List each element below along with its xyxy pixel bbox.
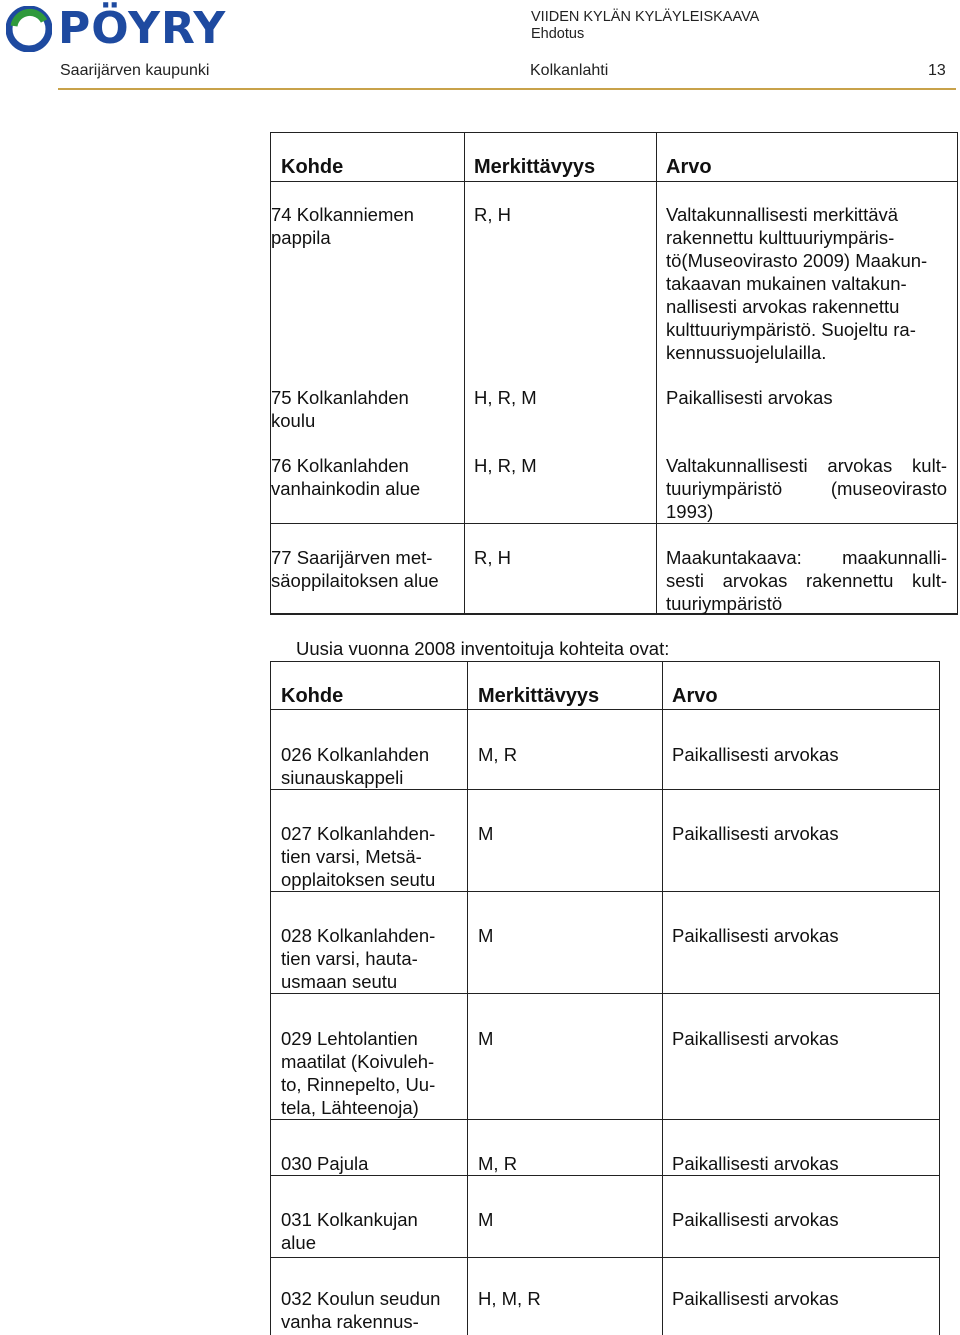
table-cell-merkittavyys: H, M, R — [478, 1288, 541, 1309]
table-cell-arvo: Paikallisesti arvokas — [672, 1209, 839, 1230]
cell-line: tien varsi, hauta- — [281, 948, 418, 969]
column-divider — [662, 662, 663, 1335]
row-divider — [271, 181, 957, 182]
cell-line: takaavan mukainen valtakun- — [666, 273, 907, 294]
cell-line: 032 Koulun seudun — [281, 1288, 441, 1309]
table2-header-kohde: Kohde — [281, 685, 344, 707]
cell-line: Maakuntakaava: maakunnalli- — [666, 547, 947, 568]
column-divider — [656, 133, 657, 614]
cell-line: pappila — [271, 227, 331, 248]
table-cell-arvo: Paikallisesti arvokas — [672, 925, 839, 946]
table-cell-merkittavyys: M — [478, 925, 494, 946]
row-divider — [271, 1175, 939, 1176]
document-title: VIIDEN KYLÄN KYLÄYLEISKAAVA — [531, 9, 760, 25]
header-area: Kolkanlahti — [530, 62, 609, 79]
cell-line: 1993) — [666, 501, 714, 522]
cell-line: kennussuojelulailla. — [666, 342, 827, 363]
table-cell-merkittavyys: M, R — [478, 1153, 518, 1174]
table-cell-merkittavyys: M — [478, 823, 494, 844]
poyry-logo-mark-icon — [6, 6, 52, 52]
cell-line: opplaitoksen seutu — [281, 869, 436, 890]
cell-line: vanha rakennus- — [281, 1311, 419, 1332]
table-cell-kohde — [281, 822, 435, 891]
table-cell-kohde — [281, 1152, 368, 1175]
row-divider — [271, 523, 957, 524]
table-cell-arvo — [666, 203, 927, 364]
cell-line: siunauskappeli — [281, 767, 404, 788]
table2-header-merkittavyys: Merkittävyys — [478, 685, 600, 707]
table-cell-kohde — [271, 203, 414, 249]
cell-line: sesti arvokas rakennettu kult- — [666, 570, 947, 591]
cell-line: 028 Kolkanlahden- — [281, 925, 436, 946]
cell-line: rakennettu kulttuuriympäris- — [666, 227, 895, 248]
cell-line: maatilat (Koivuleh- — [281, 1051, 435, 1072]
table-cell-arvo — [666, 546, 947, 615]
cell-line: usmaan seutu — [281, 971, 398, 992]
row-divider — [271, 789, 939, 790]
header-municipality: Saarijärven kaupunki — [60, 62, 210, 79]
cell-line: tuuriympäristö (museovirasto — [666, 478, 947, 499]
column-divider — [467, 662, 468, 1335]
document-subtitle: Ehdotus — [531, 26, 585, 42]
cell-line: tuuriympäristö — [666, 593, 783, 614]
cell-line: nallisesti arvokas rakennettu — [666, 296, 900, 317]
cell-line: 027 Kolkanlahden- — [281, 823, 436, 844]
table-cell-arvo: Paikallisesti arvokas — [672, 1288, 839, 1309]
cell-line: vanhainkodin alue — [271, 478, 421, 499]
cell-line: 029 Lehtolantien — [281, 1028, 418, 1049]
page-number: 13 — [928, 62, 946, 79]
table-cell-kohde — [271, 546, 439, 592]
table-cell-kohde — [271, 454, 420, 500]
table1-header-merkittavyys: Merkittävyys — [474, 156, 596, 178]
table-cell-kohde — [281, 1287, 440, 1333]
table-cell-arvo: Paikallisesti arvokas — [672, 1028, 839, 1049]
table-cell-arvo: Paikallisesti arvokas — [672, 744, 839, 765]
table1-header-arvo: Arvo — [666, 156, 712, 178]
cell-line: 031 Kolkankujan — [281, 1209, 418, 1230]
cell-line: Paikallisesti arvokas — [666, 387, 833, 408]
section-heading: Uusia vuonna 2008 inventoituja kohteita ovat: — [296, 638, 670, 659]
table-cell-kohde — [281, 1027, 435, 1119]
row-divider — [271, 993, 939, 994]
poyry-logo — [6, 3, 241, 54]
cell-line: 75 Kolkanlahden — [271, 387, 409, 408]
table-cell-arvo — [666, 386, 833, 409]
cell-line: tien varsi, Metsä- — [281, 846, 422, 867]
column-divider — [464, 133, 465, 614]
cell-line: to, Rinnepelto, Uu- — [281, 1074, 436, 1095]
cell-line: tö(Museovirasto 2009) Maakun- — [666, 250, 928, 271]
cell-line: 74 Kolkanniemen — [271, 204, 414, 225]
cell-line: Valtakunnallisesti arvokas kult- — [666, 455, 947, 476]
table-cell-arvo: Paikallisesti arvokas — [672, 823, 839, 844]
cell-line: Valtakunnallisesti merkittävä — [666, 204, 899, 225]
table-cell-kohde — [271, 386, 409, 432]
table-cell-merkittavyys: H, R, M — [474, 455, 537, 476]
cell-line: 030 Pajula — [281, 1153, 369, 1174]
cell-line: 76 Kolkanlahden — [271, 455, 409, 476]
table-cell-kohde — [281, 743, 429, 789]
row-divider — [271, 709, 939, 710]
cell-line: alue — [281, 1232, 316, 1253]
table-cell-merkittavyys: M — [478, 1209, 494, 1230]
table-cell-arvo — [666, 454, 947, 523]
table-cell-kohde — [281, 924, 435, 993]
table-cell-merkittavyys: M — [478, 1028, 494, 1049]
cell-line: säoppilaitoksen alue — [271, 570, 439, 591]
cell-line: koulu — [271, 410, 316, 431]
cell-line: 026 Kolkanlahden — [281, 744, 430, 765]
row-divider — [271, 1119, 939, 1120]
header-divider — [58, 88, 956, 90]
table-cell-kohde — [281, 1208, 418, 1254]
table-cell-merkittavyys: R, H — [474, 547, 511, 568]
table-cell-merkittavyys: H, R, M — [474, 387, 537, 408]
row-divider — [271, 1257, 939, 1258]
table1-header-kohde: Kohde — [281, 156, 344, 178]
cell-line: tela, Lähteenoja) — [281, 1097, 419, 1118]
cell-line: kulttuuriympäristö. Suojeltu ra- — [666, 319, 916, 340]
cell-line: 77 Saarijärven met- — [271, 547, 433, 568]
table-cell-arvo: Paikallisesti arvokas — [672, 1153, 839, 1174]
row-divider — [271, 891, 939, 892]
table-cell-merkittavyys: M, R — [478, 744, 518, 765]
table-cell-merkittavyys: R, H — [474, 204, 511, 225]
table2-header-arvo: Arvo — [672, 685, 718, 707]
logo-wordmark: PÖYRY — [58, 3, 227, 54]
